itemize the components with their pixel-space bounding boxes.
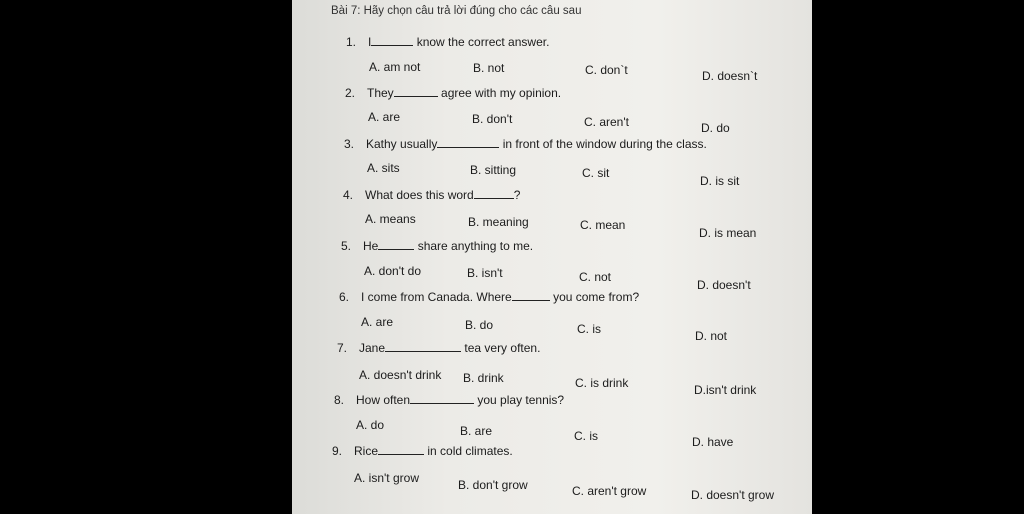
q2-option-b: B. don't xyxy=(472,112,513,126)
q4-option-c: C. mean xyxy=(580,218,626,232)
q3-option-b: B. sitting xyxy=(470,163,517,177)
q9-option-a: A. isn't grow xyxy=(354,471,419,485)
q3-option-d: D. is sit xyxy=(700,174,740,188)
q8-option-d: D. have xyxy=(692,435,734,449)
q9-option-d: D. doesn't grow xyxy=(691,488,774,502)
question-5: 5. He share anything to me. xyxy=(341,239,534,253)
q3-option-a: A. sits xyxy=(367,161,400,175)
q7-option-c: C. is drink xyxy=(575,376,629,390)
q5-option-b: B. isn't xyxy=(467,266,503,280)
q8-option-b: B. are xyxy=(460,424,493,438)
question-2: 2. They agree with my opinion. xyxy=(345,86,562,100)
q1-option-c: C. don`t xyxy=(585,63,628,77)
q2-option-c: C. aren't xyxy=(584,115,629,129)
worksheet-page xyxy=(292,0,812,514)
q1-option-b: B. not xyxy=(473,61,505,75)
question-6: 6. I come from Canada. Where you come from? xyxy=(339,290,640,304)
q1-option-d: D. doesn`t xyxy=(702,69,758,83)
q4-option-b: B. meaning xyxy=(468,215,529,229)
q5-option-c: C. not xyxy=(579,270,612,284)
q8-option-c: C. is xyxy=(574,429,598,443)
q8-option-a: A. do xyxy=(356,418,385,432)
question-7: 7. Jane tea very often. xyxy=(337,341,541,355)
q5-option-d: D. doesn't xyxy=(697,278,751,292)
q7-option-d: D.isn't drink xyxy=(694,383,757,397)
question-4: 4. What does this word ? xyxy=(343,188,521,202)
question-8: 8. How often you play tennis? xyxy=(334,393,565,407)
q6-option-b: B. do xyxy=(465,318,494,332)
question-1: 1. I know the correct answer. xyxy=(346,35,550,49)
q6-option-c: C. is xyxy=(577,322,601,336)
q2-option-d: D. do xyxy=(701,121,730,135)
q6-option-a: A. are xyxy=(361,315,394,329)
q9-option-c: C. aren't grow xyxy=(572,484,647,498)
q3-option-c: C. sit xyxy=(582,166,610,180)
q5-option-a: A. don't do xyxy=(364,264,421,278)
q7-option-b: B. drink xyxy=(463,371,504,385)
q4-option-d: D. is mean xyxy=(699,226,757,240)
question-9: 9. Rice in cold climates. xyxy=(332,444,513,458)
q9-option-b: B. don't grow xyxy=(458,478,528,492)
q4-option-a: A. means xyxy=(365,212,416,226)
q1-option-a: A. am not xyxy=(369,60,421,74)
exercise-title: Bài 7: Hãy chọn câu trả lời đúng cho các câu sau xyxy=(331,5,582,17)
q6-option-d: D. not xyxy=(695,329,728,343)
question-3: 3. Kathy usually in front of the window during the class. xyxy=(344,137,707,151)
q2-option-a: A. are xyxy=(368,110,401,124)
q7-option-a: A. doesn't drink xyxy=(359,368,442,382)
